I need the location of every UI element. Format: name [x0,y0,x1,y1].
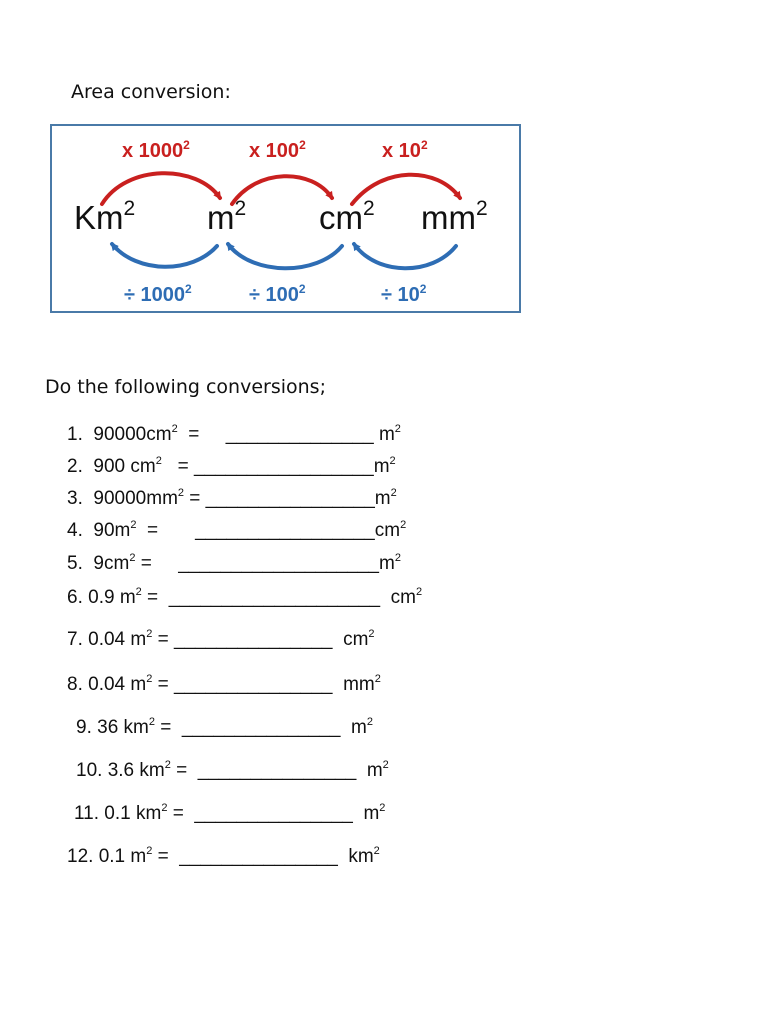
question-11: 11. 0.1 $km^2$ = _______________ $m^2$ [74,802,386,824]
multiply-label-m-cm: x $100^2$ [249,138,306,162]
question-12: 12. 0.1 $m^2$ = _______________ $km^2$ [67,845,380,867]
question-10: 10. 3.6 $km^2$ = _______________ $m^2$ [76,759,389,781]
question-2: 2. 900 $cm^2$ = $\_\_\_\_\_\_\_\_\_\_\_\_\_\_\_\_\_m^2$ [67,455,396,477]
question-3: 3. $90000mm^2$ = $\_\_\_\_\_\_\_\_\_\_\_\_\_\_\_\_m^2$ [67,487,397,509]
arrow-cm-to-m [228,244,342,268]
instructions: Do the following conversions; [45,376,326,398]
question-9: 9. 36 $km^2$ = _______________ $m^2$ [76,716,373,738]
arrow-m-to-km [112,244,217,267]
question-7: 7. 0.04 $m^2$ = _______________ $cm^2$ [67,628,375,650]
question-8: 8. 0.04 $m^2$ = _______________ $mm^2$ [67,673,381,695]
divide-label-m-km: ÷ $1000^2$ [124,282,192,306]
arrow-mm-to-cm [354,244,456,268]
question-1: 1. $90000cm^2$ = ______________ $m^2$ [67,423,401,445]
page-title: Area conversion: [71,81,231,103]
multiply-label-km-m: x 1000$^2$ [122,138,190,162]
divide-label-cm-m: ÷ $100^2$ [249,282,306,306]
unit-m2: $m^2$ [207,197,247,236]
question-5: 5. $9cm^2$ = $\_\_\_\_\_\_\_\_\_\_\_\_\_\_\_\_\_\_\_m^2$ [67,552,401,574]
arrow-m-to-cm [232,176,332,204]
question-6: 6. 0.9 $m^2$ = ____________________ $cm^2$ [67,586,423,608]
unit-km2: Km$^2$ [74,197,136,236]
unit-cm2: $cm^2$ [319,197,375,236]
multiply-label-cm-mm: x $10^2$ [382,138,428,162]
divide-label-mm-cm: ÷ $10^2$ [381,282,427,306]
unit-mm2: $mm^2$ [421,197,488,236]
question-4: 4. $90m^2$ = $\_\_\_\_\_\_\_\_\_\_\_\_\_\_\_\_\_cm^2$ [67,519,407,541]
